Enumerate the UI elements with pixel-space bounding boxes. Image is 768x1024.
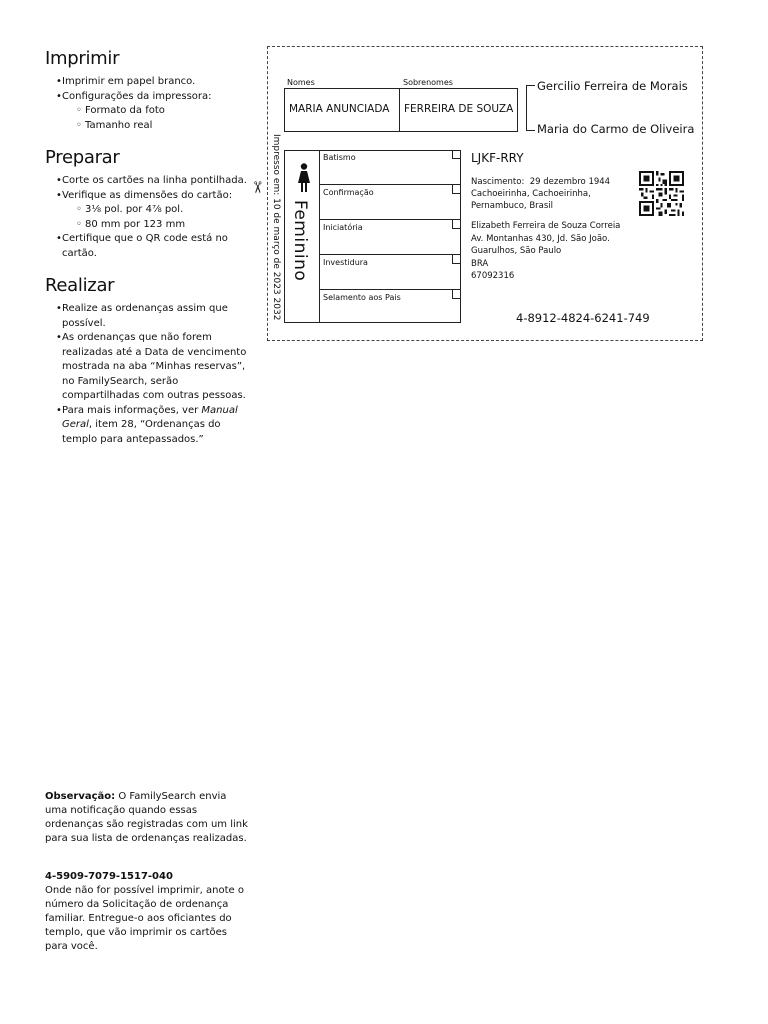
text: Para mais informações, ver: [62, 404, 202, 416]
sub-list-item: ◦ Formato da foto: [45, 104, 250, 119]
checkbox[interactable]: [452, 255, 461, 264]
instructions-panel: [45, 48, 250, 461]
perform-heading: Realizar: [45, 275, 115, 296]
sub-list-item: ◦ 3⅛ pol. por 4⅞ pol.: [45, 203, 250, 218]
ordinance-name: Iniciatória: [323, 223, 363, 232]
ordinance-row-selamento: [319, 289, 461, 324]
ordinance-name: Confirmação: [323, 188, 374, 197]
prepare-list: [45, 174, 250, 261]
address-line: Av. Montanhas 430, Jd. São João.: [471, 233, 610, 244]
qr-code: [639, 171, 684, 216]
checkbox[interactable]: [452, 290, 461, 299]
ordinance-row-confirmacao: [319, 184, 461, 219]
address-line: BRA: [471, 258, 489, 269]
perform-list: [45, 302, 250, 447]
person-id: LJKF-RRY: [471, 151, 524, 165]
sub-list-item: ◦ Tamanho real: [45, 119, 250, 134]
parents-bracket: [526, 85, 535, 131]
ordinance-row-batismo: [319, 150, 461, 185]
address-line: 67092316: [471, 271, 515, 281]
list-item: • Imprimir em papel branco.: [45, 75, 250, 90]
checkbox[interactable]: [452, 150, 461, 159]
ordinance-name: Investidura: [323, 258, 368, 267]
list-item: • Corte os cartões na linha pontilhada.: [45, 174, 250, 189]
ordinance-row-iniciatoria: [319, 219, 461, 254]
given-names: MARIA ANUNCIADA: [289, 103, 390, 115]
address-line: Guarulhos, São Paulo: [471, 246, 562, 256]
observation-text: O FamilySearch envia uma notificação quando essas ordenanças são registradas com um link para sua lista de ordenanças realizadas.: [45, 791, 248, 844]
list-item: [45, 404, 250, 448]
surnames-label: Sobrenomes: [403, 78, 453, 87]
text: , item 28, “Ordenanças do templo para antepassados.”: [62, 419, 221, 445]
sub-list-item: ◦ 80 mm por 123 mm: [45, 218, 250, 233]
request-number: 4-5909-7079-1517-040: [45, 871, 173, 882]
list-item: • Realize as ordenanças assim que possível.: [45, 302, 250, 331]
birth-place: Cachoeirinha, Cachoeirinha,: [471, 189, 591, 199]
ordinance-name: Selamento aos Pais: [323, 293, 401, 302]
surname: FERREIRA DE SOUZA: [404, 103, 514, 115]
list-item: • Verifique as dimensões do cartão:: [45, 189, 250, 204]
ordinance-name: Batismo: [323, 153, 356, 162]
list-item: • As ordenanças que não forem realizadas até a Data de vencimento mostrada na aba “Minhas reservas”, no FamilySearch, serão compartilhadas com outras pessoas.: [45, 331, 250, 404]
birth-info: [471, 176, 631, 212]
father-name: Gercilio Ferreira de Morais: [537, 79, 688, 93]
checkbox[interactable]: [452, 220, 461, 229]
birth-date: 29 dezembro 1944: [529, 177, 611, 187]
gender-label: Feminino: [290, 200, 310, 282]
manual-reference: Manual Geral: [62, 404, 238, 430]
prepare-heading: Preparar: [45, 147, 120, 168]
mother-name: Maria do Carmo de Oliveira: [537, 122, 695, 136]
print-heading: Imprimir: [45, 48, 120, 69]
card-number: 4-8912-4824-6241-749: [516, 311, 650, 325]
address-line: Elizabeth Ferreira de Souza Correia: [471, 221, 621, 231]
submitter-address: [471, 220, 636, 283]
ordinance-row-investidura: [319, 254, 461, 289]
observation-label: Observação:: [45, 791, 116, 802]
names-label: Nomes: [287, 78, 315, 87]
printed-date: Impresso em: 10 de março de 2023 2032: [271, 134, 281, 321]
observation-note: [45, 790, 250, 846]
print-list: [45, 75, 250, 133]
scissors-icon: ✂: [248, 180, 268, 195]
request-text: Onde não for possível imprimir, anote o número da Solicitação de ordenança familiar. Entregue-o aos oficiantes do templo, que vão imprimir os cartões para você.: [45, 885, 244, 952]
birth-label: Nascimento:: [471, 177, 525, 187]
female-person-icon: [297, 163, 311, 193]
request-info: [45, 870, 250, 954]
list-item: • Certifique que o QR code está no cartão.: [45, 232, 250, 261]
checkbox[interactable]: [452, 185, 461, 194]
list-item: • Configurações da impressora:: [45, 90, 250, 105]
birth-place: Pernambuco, Brasil: [471, 201, 554, 211]
